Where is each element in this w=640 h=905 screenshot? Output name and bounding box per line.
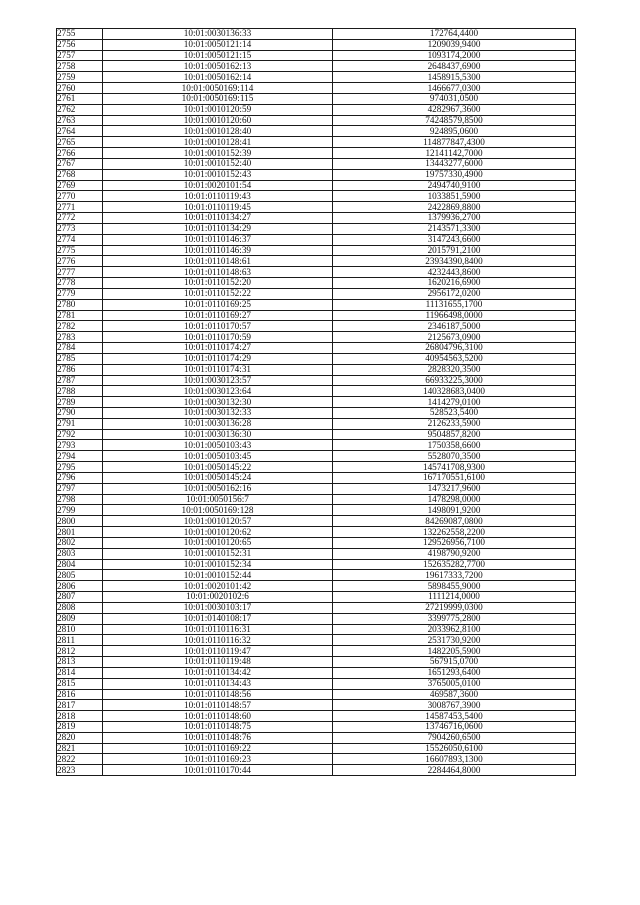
row-number-cell: 2817 bbox=[57, 700, 103, 711]
value-cell: 2033962,8100 bbox=[333, 624, 576, 635]
cadastral-number-cell: 10:01:0050145:24 bbox=[103, 472, 333, 483]
row-number-cell: 2764 bbox=[57, 126, 103, 137]
cadastral-number-cell: 10:01:0030132:33 bbox=[103, 407, 333, 418]
row-number-cell: 2769 bbox=[57, 180, 103, 191]
cadastral-number-cell: 10:01:0050162:16 bbox=[103, 483, 333, 494]
value-cell: 2143571,3300 bbox=[333, 223, 576, 234]
table-row bbox=[57, 343, 576, 354]
table-row bbox=[57, 386, 576, 397]
row-number-cell: 2813 bbox=[57, 657, 103, 668]
cadastral-number-cell: 10:01:0020101:42 bbox=[103, 581, 333, 592]
row-number-cell: 2755 bbox=[57, 29, 103, 40]
row-number-cell: 2765 bbox=[57, 137, 103, 148]
row-number-cell: 2791 bbox=[57, 418, 103, 429]
cadastral-number-cell: 10:01:0050169:114 bbox=[103, 83, 333, 94]
value-cell: 2284464,8000 bbox=[333, 765, 576, 776]
table-row bbox=[57, 602, 576, 613]
row-number-cell: 2761 bbox=[57, 93, 103, 104]
value-cell: 3399775,2800 bbox=[333, 613, 576, 624]
row-number-cell: 2792 bbox=[57, 429, 103, 440]
row-number-cell: 2785 bbox=[57, 353, 103, 364]
cadastral-number-cell: 10:01:0030123:64 bbox=[103, 386, 333, 397]
cadastral-number-cell: 10:01:0110152:22 bbox=[103, 288, 333, 299]
row-number-cell: 2783 bbox=[57, 332, 103, 343]
value-cell: 3008767,3900 bbox=[333, 700, 576, 711]
table-row bbox=[57, 635, 576, 646]
table-row bbox=[57, 472, 576, 483]
table-row bbox=[57, 169, 576, 180]
cadastral-number-cell: 10:01:0110146:37 bbox=[103, 234, 333, 245]
cadastral-number-cell: 10:01:0110148:57 bbox=[103, 700, 333, 711]
cadastral-number-cell: 10:01:0050103:45 bbox=[103, 451, 333, 462]
value-cell: 3765005,0100 bbox=[333, 678, 576, 689]
value-cell: 1111214,0000 bbox=[333, 592, 576, 603]
value-cell: 567915,0700 bbox=[333, 657, 576, 668]
row-number-cell: 2818 bbox=[57, 711, 103, 722]
row-number-cell: 2810 bbox=[57, 624, 103, 635]
cadastral-number-cell: 10:01:0010152:39 bbox=[103, 148, 333, 159]
table-row bbox=[57, 104, 576, 115]
value-cell: 1482205,5900 bbox=[333, 646, 576, 657]
table-row bbox=[57, 407, 576, 418]
value-cell: 167170551,6100 bbox=[333, 472, 576, 483]
value-cell: 114877847,4300 bbox=[333, 137, 576, 148]
row-number-cell: 2808 bbox=[57, 602, 103, 613]
value-cell: 2828320,3500 bbox=[333, 364, 576, 375]
value-cell: 1651293,6400 bbox=[333, 667, 576, 678]
table-row bbox=[57, 148, 576, 159]
cadastral-number-cell: 10:01:0110119:47 bbox=[103, 646, 333, 657]
row-number-cell: 2773 bbox=[57, 223, 103, 234]
cadastral-number-cell: 10:01:0110169:25 bbox=[103, 299, 333, 310]
value-cell: 27219999,0300 bbox=[333, 602, 576, 613]
row-number-cell: 2812 bbox=[57, 646, 103, 657]
value-cell: 23934390,8400 bbox=[333, 256, 576, 267]
row-number-cell: 2766 bbox=[57, 148, 103, 159]
table-row bbox=[57, 505, 576, 516]
value-cell: 140328683,0400 bbox=[333, 386, 576, 397]
value-cell: 74248579,8500 bbox=[333, 115, 576, 126]
row-number-cell: 2809 bbox=[57, 613, 103, 624]
value-cell: 13443277,6000 bbox=[333, 158, 576, 169]
cadastral-number-cell: 10:01:0110148:60 bbox=[103, 711, 333, 722]
value-cell: 12141142,7000 bbox=[333, 148, 576, 159]
value-cell: 4198790,9200 bbox=[333, 548, 576, 559]
row-number-cell: 2758 bbox=[57, 61, 103, 72]
value-cell: 1379936,2700 bbox=[333, 213, 576, 224]
cadastral-number-cell: 10:01:0110148:75 bbox=[103, 722, 333, 733]
value-cell: 2956172,0200 bbox=[333, 288, 576, 299]
row-number-cell: 2759 bbox=[57, 72, 103, 83]
cadastral-number-cell: 10:01:0010120:60 bbox=[103, 115, 333, 126]
cadastral-number-cell: 10:01:0110119:45 bbox=[103, 202, 333, 213]
row-number-cell: 2811 bbox=[57, 635, 103, 646]
value-cell: 3147243,6600 bbox=[333, 234, 576, 245]
cadastral-number-cell: 10:01:0110170:44 bbox=[103, 765, 333, 776]
value-cell: 16607893,1300 bbox=[333, 754, 576, 765]
row-number-cell: 2815 bbox=[57, 678, 103, 689]
cadastral-number-cell: 10:01:0050156:7 bbox=[103, 494, 333, 505]
row-number-cell: 2770 bbox=[57, 191, 103, 202]
cadastral-number-cell: 10:01:0010152:40 bbox=[103, 158, 333, 169]
row-number-cell: 2763 bbox=[57, 115, 103, 126]
cadastral-number-cell: 10:01:0110146:39 bbox=[103, 245, 333, 256]
value-cell: 1466677,0300 bbox=[333, 83, 576, 94]
cadastral-number-cell: 10:01:0110170:59 bbox=[103, 332, 333, 343]
row-number-cell: 2823 bbox=[57, 765, 103, 776]
value-cell: 974031,0500 bbox=[333, 93, 576, 104]
cadastral-number-cell: 10:01:0020101:54 bbox=[103, 180, 333, 191]
row-number-cell: 2805 bbox=[57, 570, 103, 581]
table-row bbox=[57, 559, 576, 570]
value-cell: 11131655,1700 bbox=[333, 299, 576, 310]
table-row bbox=[57, 364, 576, 375]
value-cell: 132262558,2200 bbox=[333, 527, 576, 538]
row-number-cell: 2799 bbox=[57, 505, 103, 516]
table-row bbox=[57, 646, 576, 657]
table-row bbox=[57, 743, 576, 754]
row-number-cell: 2802 bbox=[57, 537, 103, 548]
row-number-cell: 2760 bbox=[57, 83, 103, 94]
row-number-cell: 2806 bbox=[57, 581, 103, 592]
table-row bbox=[57, 223, 576, 234]
cadastral-number-cell: 10:01:0010152:43 bbox=[103, 169, 333, 180]
table-row bbox=[57, 451, 576, 462]
cadastral-number-cell: 10:01:0050145:22 bbox=[103, 462, 333, 473]
row-number-cell: 2795 bbox=[57, 462, 103, 473]
table-row bbox=[57, 678, 576, 689]
table-row bbox=[57, 83, 576, 94]
value-cell: 528523,5400 bbox=[333, 407, 576, 418]
table-row bbox=[57, 581, 576, 592]
cadastral-number-cell: 10:01:0050162:13 bbox=[103, 61, 333, 72]
row-number-cell: 2780 bbox=[57, 299, 103, 310]
value-cell: 14587453,5400 bbox=[333, 711, 576, 722]
value-cell: 4232443,8600 bbox=[333, 267, 576, 278]
row-number-cell: 2797 bbox=[57, 483, 103, 494]
value-cell: 2494740,9100 bbox=[333, 180, 576, 191]
table-row bbox=[57, 288, 576, 299]
value-cell: 7904260,6500 bbox=[333, 732, 576, 743]
value-cell: 2531730,9200 bbox=[333, 635, 576, 646]
cadastral-number-cell: 10:01:0030123:57 bbox=[103, 375, 333, 386]
cadastral-number-cell: 10:01:0010120:59 bbox=[103, 104, 333, 115]
cadastral-number-cell: 10:01:0030136:30 bbox=[103, 429, 333, 440]
cadastral-number-cell: 10:01:0110174:27 bbox=[103, 343, 333, 354]
table-row bbox=[57, 527, 576, 538]
cadastral-number-cell: 10:01:0110170:57 bbox=[103, 321, 333, 332]
cadastral-number-cell: 10:01:0010128:40 bbox=[103, 126, 333, 137]
row-number-cell: 2800 bbox=[57, 516, 103, 527]
row-number-cell: 2816 bbox=[57, 689, 103, 700]
value-cell: 13746716,0600 bbox=[333, 722, 576, 733]
table-row bbox=[57, 310, 576, 321]
row-number-cell: 2796 bbox=[57, 472, 103, 483]
table-row bbox=[57, 245, 576, 256]
table-row bbox=[57, 93, 576, 104]
value-cell: 5898455,9000 bbox=[333, 581, 576, 592]
table-row bbox=[57, 613, 576, 624]
value-cell: 19617333,7200 bbox=[333, 570, 576, 581]
row-number-cell: 2786 bbox=[57, 364, 103, 375]
cadastral-number-cell: 10:01:0110148:76 bbox=[103, 732, 333, 743]
row-number-cell: 2787 bbox=[57, 375, 103, 386]
cadastral-number-cell: 10:01:0110119:43 bbox=[103, 191, 333, 202]
value-cell: 2346187,5000 bbox=[333, 321, 576, 332]
row-number-cell: 2803 bbox=[57, 548, 103, 559]
cadastral-number-cell: 10:01:0110152:20 bbox=[103, 278, 333, 289]
row-number-cell: 2794 bbox=[57, 451, 103, 462]
cadastral-number-cell: 10:01:0110134:27 bbox=[103, 213, 333, 224]
table-row bbox=[57, 494, 576, 505]
row-number-cell: 2762 bbox=[57, 104, 103, 115]
table-row bbox=[57, 483, 576, 494]
row-number-cell: 2821 bbox=[57, 743, 103, 754]
value-cell: 152635282,7700 bbox=[333, 559, 576, 570]
value-cell: 145741708,9300 bbox=[333, 462, 576, 473]
table-row bbox=[57, 256, 576, 267]
row-number-cell: 2781 bbox=[57, 310, 103, 321]
row-number-cell: 2774 bbox=[57, 234, 103, 245]
table-row bbox=[57, 332, 576, 343]
row-number-cell: 2756 bbox=[57, 39, 103, 50]
value-cell: 15526050,6100 bbox=[333, 743, 576, 754]
value-cell: 1478298,0000 bbox=[333, 494, 576, 505]
table-row bbox=[57, 213, 576, 224]
value-cell: 66933225,3000 bbox=[333, 375, 576, 386]
cadastral-number-cell: 10:01:0110174:31 bbox=[103, 364, 333, 375]
row-number-cell: 2771 bbox=[57, 202, 103, 213]
value-cell: 84269087,0800 bbox=[333, 516, 576, 527]
parcel-value-table-body bbox=[57, 29, 576, 776]
cadastral-number-cell: 10:01:0050121:15 bbox=[103, 50, 333, 61]
cadastral-number-cell: 10:01:0110148:56 bbox=[103, 689, 333, 700]
value-cell: 1750358,6600 bbox=[333, 440, 576, 451]
table-row bbox=[57, 191, 576, 202]
value-cell: 2648437,6900 bbox=[333, 61, 576, 72]
value-cell: 2422869,8800 bbox=[333, 202, 576, 213]
value-cell: 129526956,7100 bbox=[333, 537, 576, 548]
cadastral-number-cell: 10:01:0110169:23 bbox=[103, 754, 333, 765]
table-row bbox=[57, 137, 576, 148]
table-row bbox=[57, 353, 576, 364]
cadastral-number-cell: 10:01:0110174:29 bbox=[103, 353, 333, 364]
table-row bbox=[57, 689, 576, 700]
value-cell: 1620216,6900 bbox=[333, 278, 576, 289]
table-row bbox=[57, 158, 576, 169]
cadastral-number-cell: 10:01:0010120:65 bbox=[103, 537, 333, 548]
value-cell: 1209039,9400 bbox=[333, 39, 576, 50]
cadastral-number-cell: 10:01:0050169:128 bbox=[103, 505, 333, 516]
value-cell: 469587,3600 bbox=[333, 689, 576, 700]
cadastral-number-cell: 10:01:0030136:28 bbox=[103, 418, 333, 429]
cadastral-number-cell: 10:01:0110169:22 bbox=[103, 743, 333, 754]
row-number-cell: 2788 bbox=[57, 386, 103, 397]
row-number-cell: 2820 bbox=[57, 732, 103, 743]
cadastral-number-cell: 10:01:0010152:34 bbox=[103, 559, 333, 570]
parcel-value-table bbox=[56, 28, 576, 776]
row-number-cell: 2782 bbox=[57, 321, 103, 332]
value-cell: 1033851,5900 bbox=[333, 191, 576, 202]
table-row bbox=[57, 700, 576, 711]
value-cell: 1473217,9600 bbox=[333, 483, 576, 494]
cadastral-number-cell: 10:01:0110148:61 bbox=[103, 256, 333, 267]
row-number-cell: 2789 bbox=[57, 397, 103, 408]
cadastral-number-cell: 10:01:0110134:43 bbox=[103, 678, 333, 689]
cadastral-number-cell: 10:01:0110134:42 bbox=[103, 667, 333, 678]
cadastral-number-cell: 10:01:0050162:14 bbox=[103, 72, 333, 83]
value-cell: 172764,4400 bbox=[333, 29, 576, 40]
value-cell: 11966498,0000 bbox=[333, 310, 576, 321]
value-cell: 19757330,4900 bbox=[333, 169, 576, 180]
table-row bbox=[57, 624, 576, 635]
cadastral-number-cell: 10:01:0110116:31 bbox=[103, 624, 333, 635]
value-cell: 4282967,3600 bbox=[333, 104, 576, 115]
table-row bbox=[57, 278, 576, 289]
table-row bbox=[57, 39, 576, 50]
cadastral-number-cell: 10:01:0110116:32 bbox=[103, 635, 333, 646]
row-number-cell: 2775 bbox=[57, 245, 103, 256]
table-row bbox=[57, 299, 576, 310]
table-row bbox=[57, 592, 576, 603]
row-number-cell: 2798 bbox=[57, 494, 103, 505]
cadastral-number-cell: 10:01:0030103:17 bbox=[103, 602, 333, 613]
table-row bbox=[57, 180, 576, 191]
cadastral-number-cell: 10:01:0010152:44 bbox=[103, 570, 333, 581]
cadastral-number-cell: 10:01:0020102:6 bbox=[103, 592, 333, 603]
value-cell: 9504857,8200 bbox=[333, 429, 576, 440]
row-number-cell: 2757 bbox=[57, 50, 103, 61]
row-number-cell: 2767 bbox=[57, 158, 103, 169]
cadastral-number-cell: 10:01:0050103:43 bbox=[103, 440, 333, 451]
table-row bbox=[57, 267, 576, 278]
table-row bbox=[57, 722, 576, 733]
row-number-cell: 2793 bbox=[57, 440, 103, 451]
row-number-cell: 2814 bbox=[57, 667, 103, 678]
table-row bbox=[57, 732, 576, 743]
value-cell: 2015791,2100 bbox=[333, 245, 576, 256]
value-cell: 1498091,9200 bbox=[333, 505, 576, 516]
cadastral-number-cell: 10:01:0110169:27 bbox=[103, 310, 333, 321]
table-row bbox=[57, 29, 576, 40]
row-number-cell: 2807 bbox=[57, 592, 103, 603]
row-number-cell: 2772 bbox=[57, 213, 103, 224]
table-row bbox=[57, 321, 576, 332]
row-number-cell: 2784 bbox=[57, 343, 103, 354]
row-number-cell: 2804 bbox=[57, 559, 103, 570]
cadastral-number-cell: 10:01:0010120:62 bbox=[103, 527, 333, 538]
table-row bbox=[57, 202, 576, 213]
table-row bbox=[57, 397, 576, 408]
cadastral-number-cell: 10:01:0110134:29 bbox=[103, 223, 333, 234]
cadastral-number-cell: 10:01:0140108:17 bbox=[103, 613, 333, 624]
cadastral-number-cell: 10:01:0030136:33 bbox=[103, 29, 333, 40]
row-number-cell: 2778 bbox=[57, 278, 103, 289]
value-cell: 1093174,2000 bbox=[333, 50, 576, 61]
row-number-cell: 2822 bbox=[57, 754, 103, 765]
cadastral-number-cell: 10:01:0110119:48 bbox=[103, 657, 333, 668]
table-row bbox=[57, 72, 576, 83]
value-cell: 2125673,0900 bbox=[333, 332, 576, 343]
table-row bbox=[57, 126, 576, 137]
cadastral-number-cell: 10:01:0030132:30 bbox=[103, 397, 333, 408]
row-number-cell: 2779 bbox=[57, 288, 103, 299]
table-row bbox=[57, 765, 576, 776]
cadastral-number-cell: 10:01:0010120:57 bbox=[103, 516, 333, 527]
table-row bbox=[57, 516, 576, 527]
table-row bbox=[57, 711, 576, 722]
table-row bbox=[57, 115, 576, 126]
row-number-cell: 2777 bbox=[57, 267, 103, 278]
table-row bbox=[57, 667, 576, 678]
value-cell: 924895,0600 bbox=[333, 126, 576, 137]
table-row bbox=[57, 418, 576, 429]
cadastral-number-cell: 10:01:0010128:41 bbox=[103, 137, 333, 148]
row-number-cell: 2790 bbox=[57, 407, 103, 418]
table-row bbox=[57, 234, 576, 245]
row-number-cell: 2776 bbox=[57, 256, 103, 267]
table-row bbox=[57, 754, 576, 765]
value-cell: 1414279,0100 bbox=[333, 397, 576, 408]
value-cell: 40954563,5200 bbox=[333, 353, 576, 364]
cadastral-number-cell: 10:01:0110148:63 bbox=[103, 267, 333, 278]
table-row bbox=[57, 440, 576, 451]
row-number-cell: 2801 bbox=[57, 527, 103, 538]
table-row bbox=[57, 462, 576, 473]
table-row bbox=[57, 537, 576, 548]
table-row bbox=[57, 61, 576, 72]
row-number-cell: 2768 bbox=[57, 169, 103, 180]
cadastral-number-cell: 10:01:0010152:31 bbox=[103, 548, 333, 559]
table-row bbox=[57, 657, 576, 668]
table-row bbox=[57, 50, 576, 61]
value-cell: 1458915,5300 bbox=[333, 72, 576, 83]
row-number-cell: 2819 bbox=[57, 722, 103, 733]
value-cell: 26804796,3100 bbox=[333, 343, 576, 354]
cadastral-number-cell: 10:01:0050121:14 bbox=[103, 39, 333, 50]
table-row bbox=[57, 429, 576, 440]
value-cell: 5528070,3500 bbox=[333, 451, 576, 462]
value-cell: 2126233,5900 bbox=[333, 418, 576, 429]
table-row bbox=[57, 570, 576, 581]
table-row bbox=[57, 548, 576, 559]
table-row bbox=[57, 375, 576, 386]
cadastral-number-cell: 10:01:0050169:115 bbox=[103, 93, 333, 104]
